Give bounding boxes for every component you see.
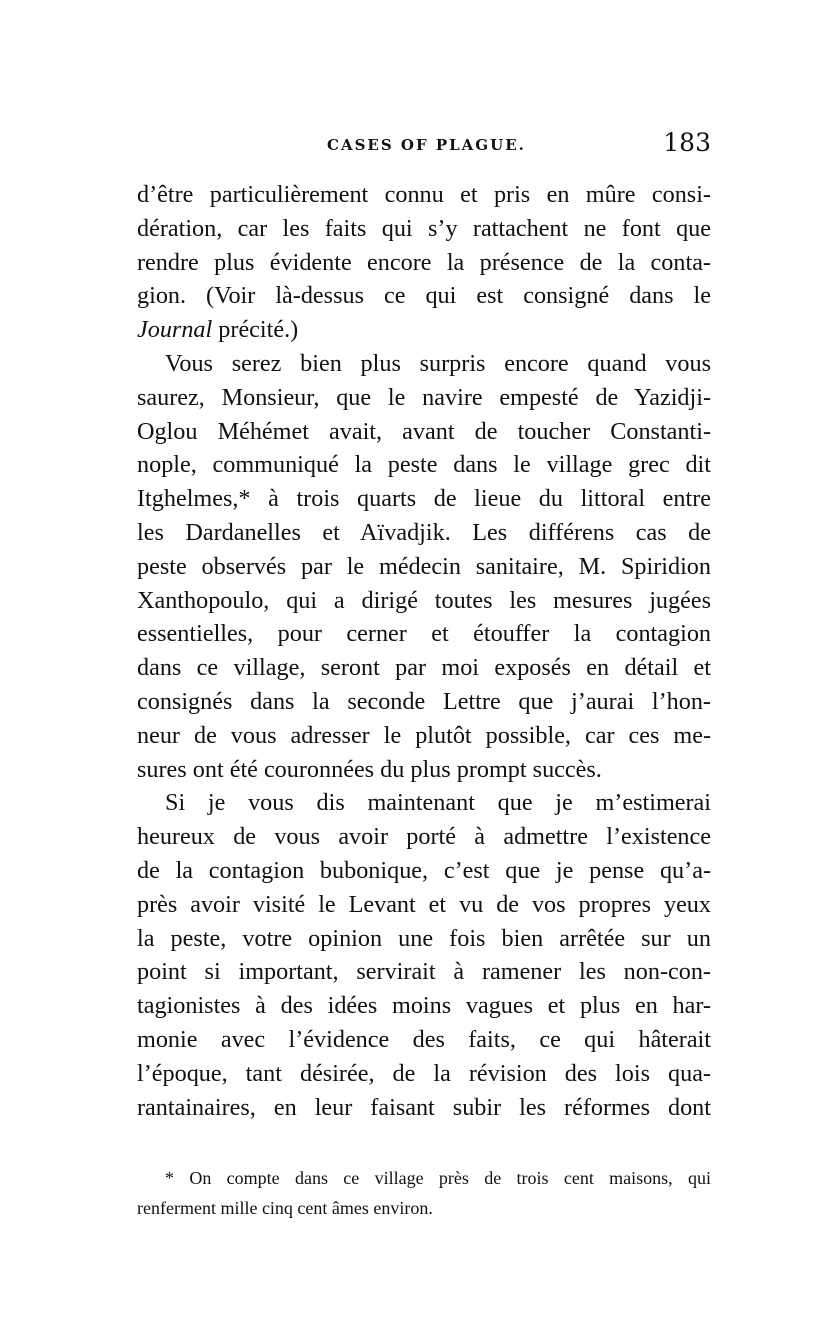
text-line: Oglou Méhémet avait, avant de toucher Constanti-	[137, 417, 711, 445]
running-head	[137, 128, 711, 162]
footnote-line: * On compte dans ce village près de trois cent maisons, qui	[165, 1168, 711, 1188]
book-page	[137, 0, 711, 1330]
text-line: l’époque, tant désirée, de la révision des lois qua-	[137, 1059, 711, 1087]
text-line: près avoir visité le Levant et vu de vos propres yeux	[137, 890, 711, 918]
footnote	[137, 1163, 711, 1223]
text-line: Xanthopoulo, qui a dirigé toutes les mesures jugées	[137, 586, 711, 614]
journal-title: Journal	[137, 316, 213, 344]
text-line: neur de vous adresser le plutôt possible, car ces me-	[137, 721, 711, 749]
text-line: heureux de vous avoir porté à admettre l’existence	[137, 823, 711, 851]
text-line: peste observés par le médecin sanitaire, M. Spiridion	[137, 552, 711, 580]
text-line: saurez, Monsieur, que le navire empesté de Yazidji-	[137, 383, 711, 411]
text-line: Itghelmes,* à trois quarts de lieue du littoral entre	[137, 485, 711, 513]
page-number: 183	[663, 128, 711, 157]
text-line: rantainaires, en leur faisant subir les réformes dont	[137, 1093, 711, 1121]
running-title: CASES OF PLAGUE.	[327, 136, 526, 154]
text-line: rendre plus évidente encore la présence de la conta-	[137, 248, 711, 276]
body-text	[137, 178, 711, 1124]
text-line: tagionistes à des idées moins vagues et plus en har-	[137, 992, 711, 1020]
text-line	[137, 313, 711, 347]
paragraph-first-line: Si je vous dis maintenant que je m’estimerai	[165, 789, 711, 817]
text-line: nople, communiqué la peste dans le village grec dit	[137, 451, 711, 479]
text-line: gion. (Voir là-dessus ce qui est consigné dans le	[137, 282, 711, 310]
text-line: d’être particulièrement connu et pris en mûre consi-	[137, 181, 711, 208]
text-line: la peste, votre opinion une fois bien arrêtée sur un	[137, 924, 711, 952]
text-line: point si important, servirait à ramener les non-con-	[137, 958, 711, 986]
text-line: dans ce village, seront par moi exposés en détail et	[137, 654, 711, 682]
text-line: dération, car les faits qui s’y rattachent ne font que	[137, 214, 711, 242]
text-line: monie avec l’évidence des faits, ce qui hâterait	[137, 1025, 711, 1053]
text-line: de la contagion bubonique, c’est que je pense qu’a-	[137, 856, 711, 884]
text-line: les Dardanelles et Aïvadjik. Les différens cas de	[137, 518, 711, 546]
footnote-line: renferment mille cinq cent âmes environ.	[137, 1198, 433, 1218]
text-line: essentielles, pour cerner et étouffer la contagion	[137, 620, 711, 648]
text-fragment: précité.)	[218, 316, 299, 344]
paragraph-first-line: Vous serez bien plus surpris encore quand vous	[165, 349, 711, 377]
text-line: consignés dans la seconde Lettre que j’aurai l’hon-	[137, 687, 711, 715]
text-line: sures ont été couronnées du plus prompt succès.	[137, 755, 602, 783]
